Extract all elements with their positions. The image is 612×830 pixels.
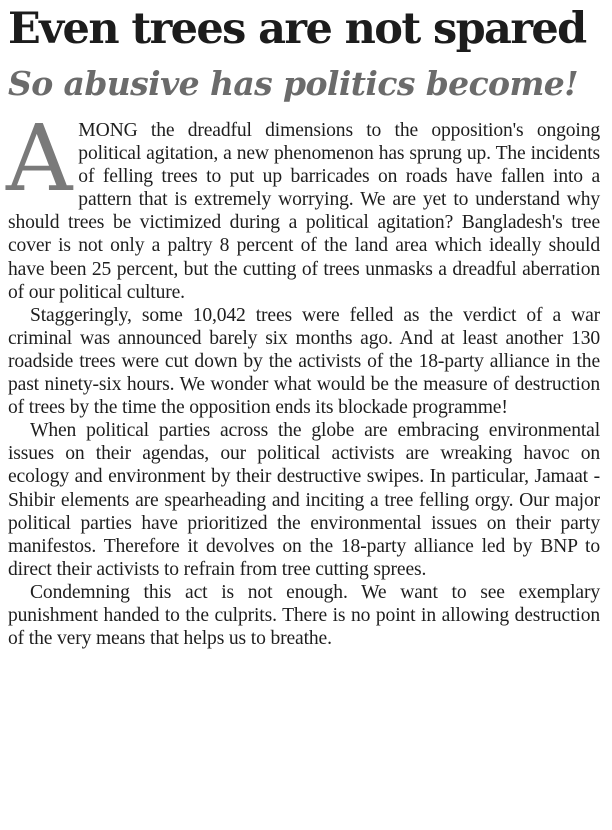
drop-cap: A	[6, 105, 73, 212]
article-body	[6, 105, 600, 650]
article-paragraph-3: When political parties across the globe are embracing environmental issues on their agendas, our political activists are wreaking havoc on ecology and environment by their destructive swipes. In particular, Jamaat -Shibir elements are spearheading and inciting a tree felling orgy. Our major political parties have prioritized the environmental issues on their party manifestos. Therefore it devolves on the 18-party alliance led by BNP to direct their activists to refrain from tree cutting sprees.	[8, 420, 600, 580]
article-paragraph-4: Condemning this act is not enough. We want to see exemplary punishment handed to the culprits. There is no point in allowing destruction of the very means that helps us to breathe.	[8, 581, 600, 650]
article-paragraph-2: Staggeringly, some 10,042 trees were felled as the verdict of a war criminal was announced barely six months ago. And at least another 130 roadside trees were cut down by the activists of the 18-party alliance in the past ninety-six hours. We wonder what would be the measure of destruction of trees by the time the opposition ends its blockade programme!	[8, 304, 600, 419]
article-paragraph-1-text: MONG the dreadful dimensions to the opposition's ongoing political agitation, a new phenomenon has sprung up. The incidents of felling trees to put up barricades on roads have fallen into a pattern that is extremely worrying. We are yet to understand why should trees be victimized during a political agitation? Bangladesh's tree cover is not only a paltry 8 percent of the land area which ideally should have been 25 percent, but the cutting of trees unmasks a dreadful aberration of our political culture.	[8, 120, 600, 303]
article-paragraph-1	[6, 105, 600, 304]
subheadline: So abusive has politics become!	[8, 64, 579, 103]
headline: Even trees are not spared	[8, 4, 586, 54]
